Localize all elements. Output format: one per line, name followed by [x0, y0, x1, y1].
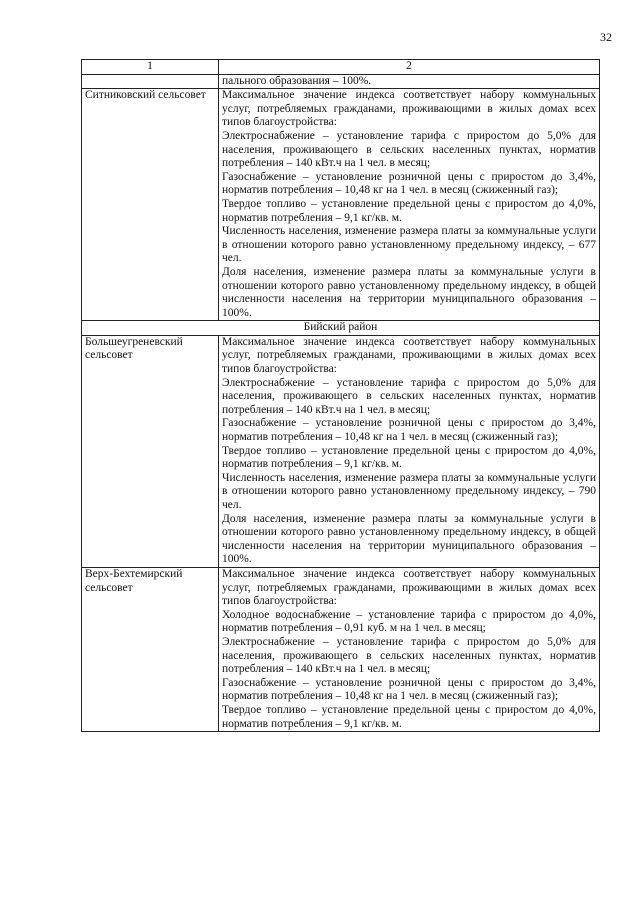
table-row: [82, 89, 600, 321]
tariff-table: [81, 59, 600, 732]
column-header-2: 2: [219, 60, 600, 75]
paragraph: Электроснабжение – установление тарифа с приростом до 5,0% для населения, проживающего в сельских населенных пунктах, норматив потребления – 140 кВт.ч на 1 чел. в месяц;: [222, 129, 596, 170]
table-row: [82, 567, 600, 731]
paragraph: Доля населения, изменение размера платы за коммунальные услуги в отношении которого равно установленному предельному индексу, в общей численности населения на территории муниципального образования – 100%.: [222, 265, 596, 319]
paragraph: Доля населения, изменение размера платы за коммунальные услуги в отношении которого равно установленному предельному индексу, в общей численности населения на территории муниципального образования – 100%.: [222, 512, 596, 566]
table-row: [82, 335, 600, 567]
page-number: 32: [600, 30, 612, 44]
municipality-description: [219, 567, 600, 731]
paragraph: Газоснабжение – установление розничной цены с приростом до 3,4%, норматив потребления – 10,48 кг на 1 чел. в месяц (сжиженный газ);: [222, 417, 596, 444]
paragraph: Электроснабжение – установление тарифа с приростом до 5,0% для населения, проживающего в сельских населенных пунктах, норматив потребления – 140 кВт.ч на 1 чел. в месяц;: [222, 635, 596, 676]
header-row: [82, 60, 600, 75]
paragraph: Твердое топливо – установление предельной цены с приростом до 4,0%, норматив потребления – 9,1 кг/кв. м.: [222, 197, 596, 224]
continuation-row: [82, 74, 600, 89]
continuation-text: пального образования – 100%.: [219, 74, 600, 89]
municipality-name: Верх-Бехтемирский сельсовет: [82, 567, 219, 731]
paragraph: Твердое топливо – установление предельной цены с приростом до 4,0%, норматив потребления – 9,1 кг/кв. м.: [222, 444, 596, 471]
paragraph: Твердое топливо – установление предельной цены с приростом до 4,0%, норматив потребления – 9,1 кг/кв. м.: [222, 703, 596, 730]
paragraph: Холодное водоснабжение – установление тарифа с приростом до 4,0%, норматив потребления – 0,91 куб. м на 1 чел. в месяц;: [222, 608, 596, 635]
municipality-description: [219, 89, 600, 321]
municipality-description: [219, 335, 600, 567]
paragraph: Газоснабжение – установление розничной цены с приростом до 3,4%, норматив потребления – 10,48 кг на 1 чел. в месяц (сжиженный газ);: [222, 676, 596, 703]
paragraph: Численность населения, изменение размера платы за коммунальные услуги в отношении которого равно установленному предельному индексу, – 790 чел.: [222, 471, 596, 511]
paragraph: Газоснабжение – установление розничной цены с приростом до 3,4%, норматив потребления – 10,48 кг на 1 чел. в месяц (сжиженный газ);: [222, 170, 596, 197]
municipality-name: Большеугреневский сельсовет: [82, 335, 219, 567]
region-row: [82, 321, 600, 336]
paragraph: Численность населения, изменение размера платы за коммунальные услуги в отношении которого равно установленному предельному индексу, – 677 чел.: [222, 225, 596, 265]
paragraph: Электроснабжение – установление тарифа с приростом до 5,0% для населения, проживающего в сельских населенных пунктах, норматив потребления – 140 кВт.ч на 1 чел. в месяц;: [222, 376, 596, 416]
paragraph: Максимальное значение индекса соответствует набору коммунальных услуг, потребляемых гражданами, проживающими в жилых домах всех типов благоустройства:: [222, 89, 596, 129]
continuation-name-cell: [82, 74, 219, 89]
municipality-name: Ситниковский сельсовет: [82, 89, 219, 321]
paragraph: Максимальное значение индекса соответствует набору коммунальных услуг, потребляемых гражданами, проживающими в жилых домах всех типов благоустройства:: [222, 567, 596, 608]
column-header-1: 1: [82, 60, 219, 75]
paragraph: Максимальное значение индекса соответствует набору коммунальных услуг, потребляемых гражданами, проживающими в жилых домах всех типов благоустройства:: [222, 335, 596, 376]
region-title: Бийский район: [82, 321, 600, 336]
